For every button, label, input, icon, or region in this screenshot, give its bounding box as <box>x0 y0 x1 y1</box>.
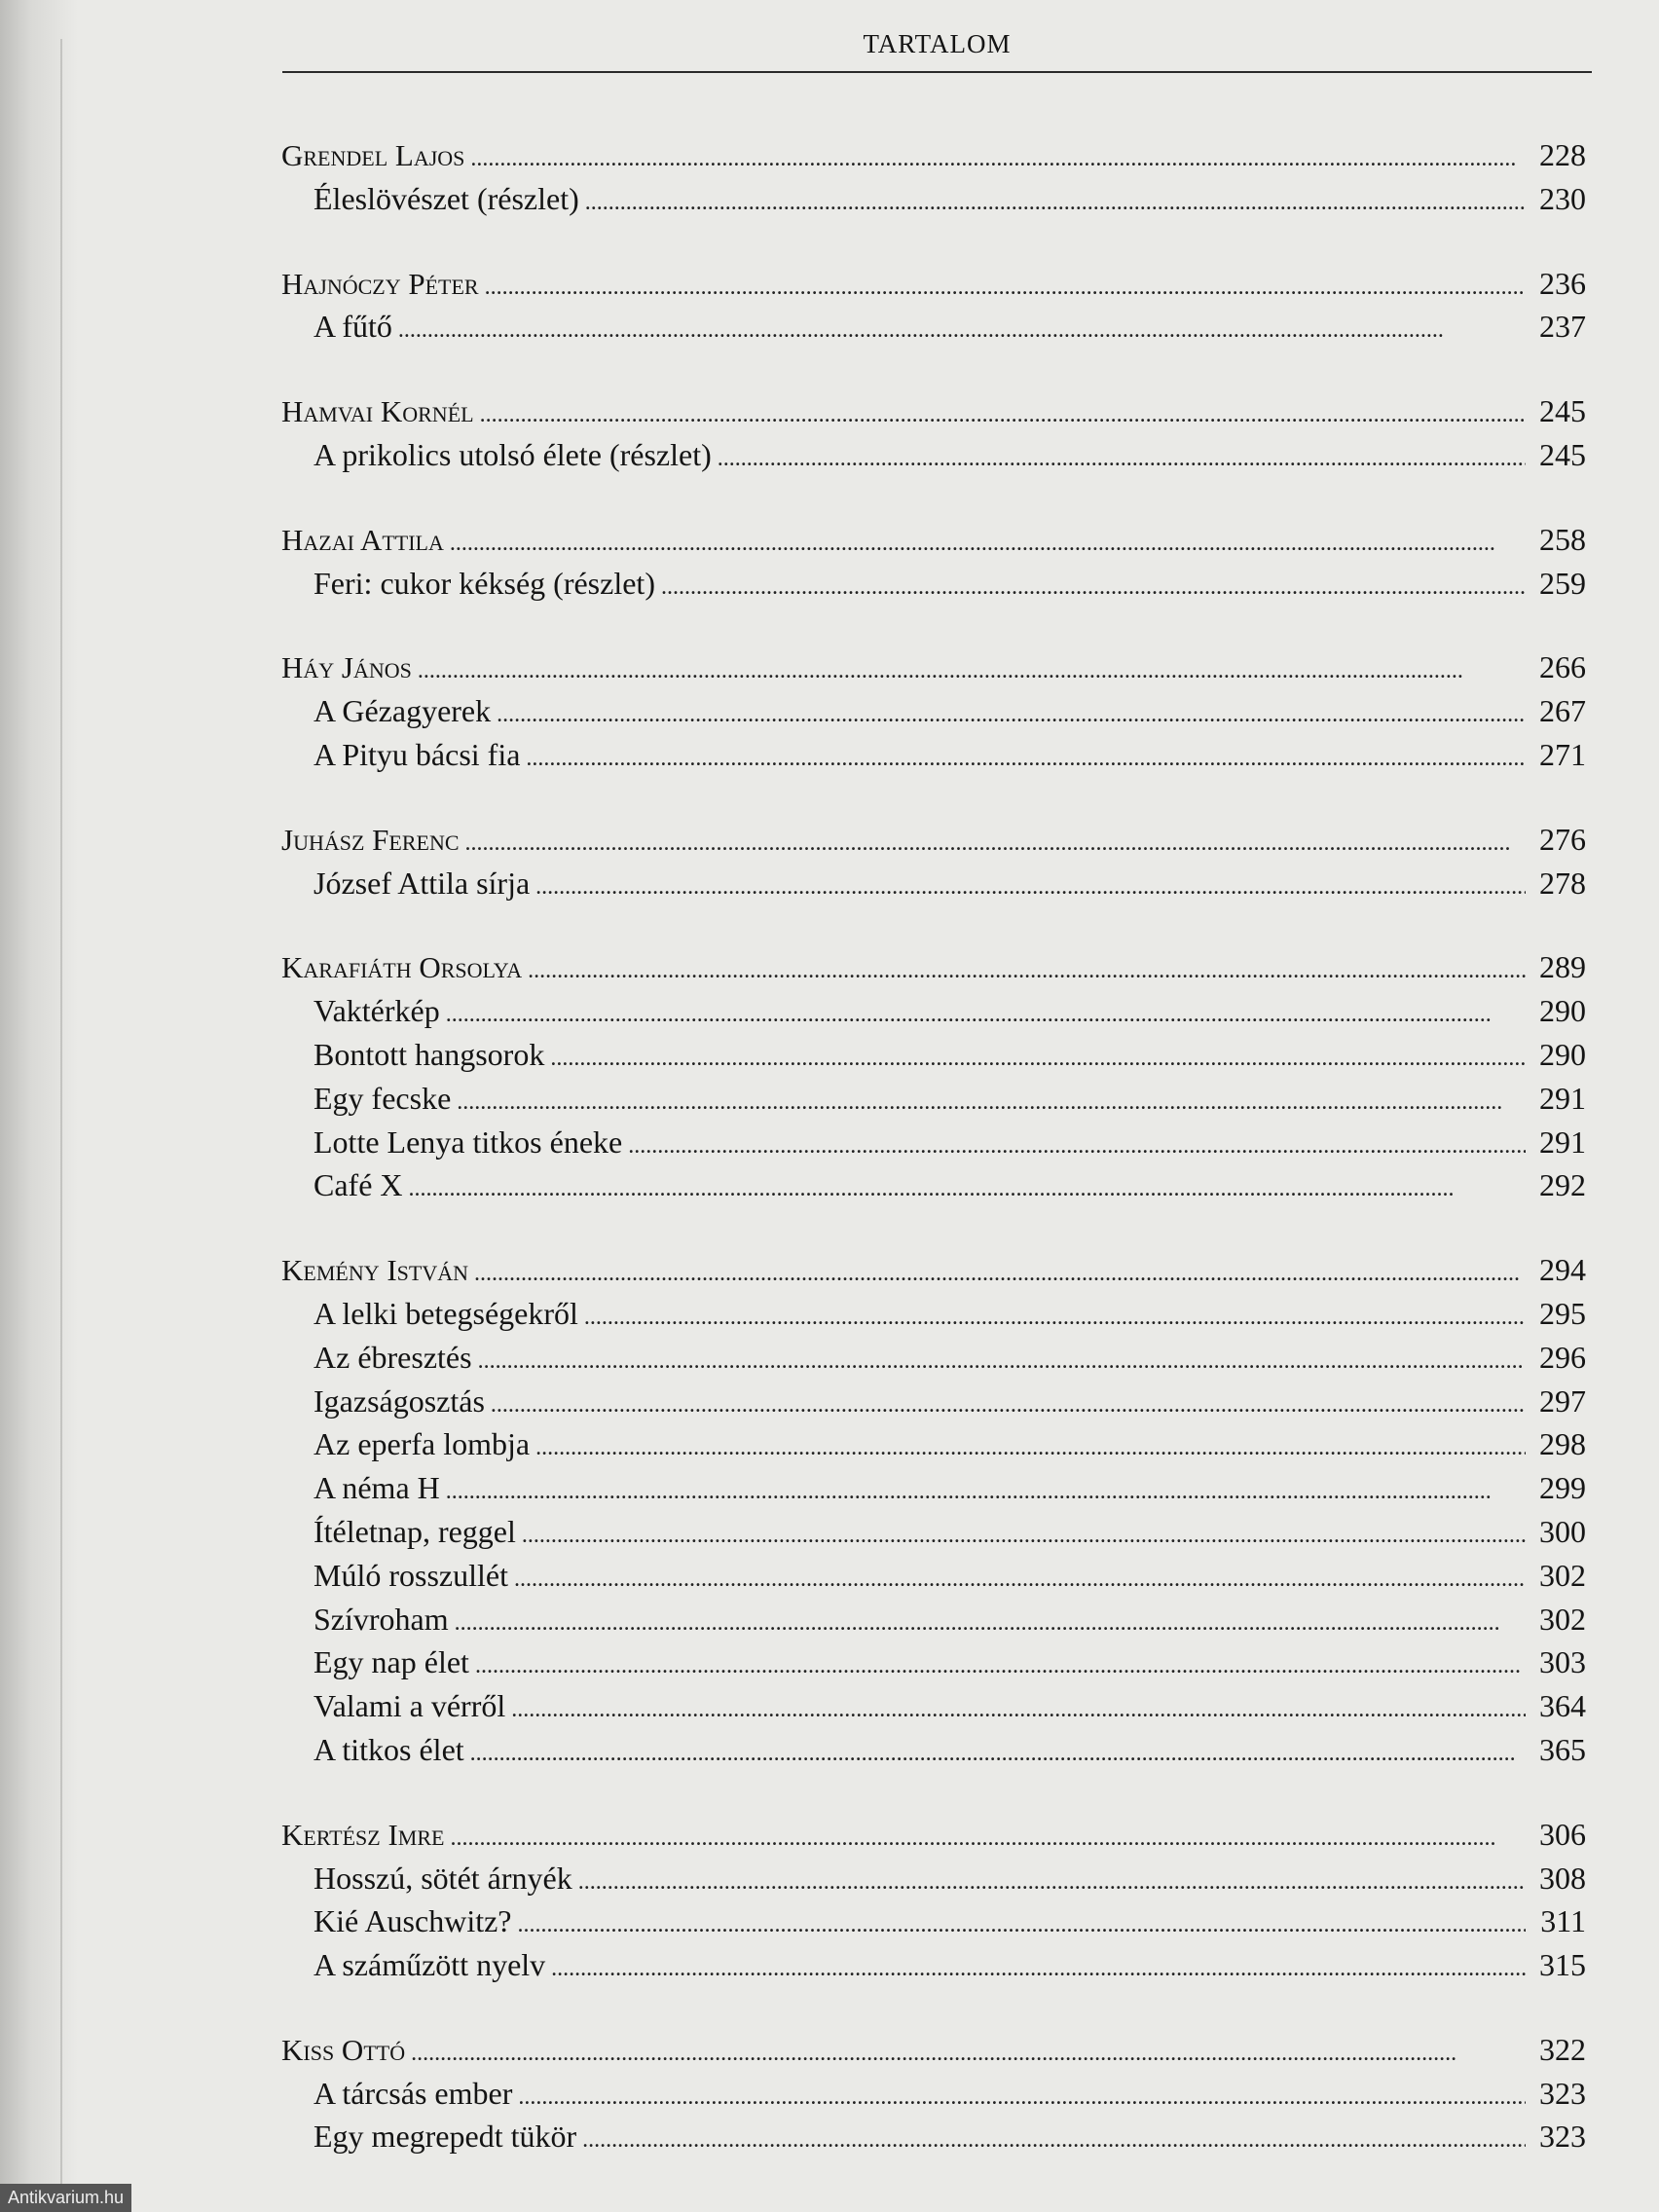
toc-author-entry-page-number: 306 <box>1539 1816 1586 1852</box>
toc-author-entry-page-number: 245 <box>1539 393 1586 429</box>
toc-work-entry <box>281 1163 1586 1207</box>
toc-work-entry-page-number: 365 <box>1539 1731 1586 1767</box>
toc-work-entry-page-number: 292 <box>1539 1167 1586 1203</box>
toc-author-group <box>281 389 1586 477</box>
toc-author-entry <box>281 645 1586 689</box>
toc-author-entry-page-number: 276 <box>1539 821 1586 857</box>
toc-author-entry-label: Hamvai Kornél <box>281 394 474 429</box>
page-edge <box>60 39 62 2212</box>
dot-leader <box>478 1340 1526 1383</box>
page-title: TARTALOM <box>863 29 1012 58</box>
toc-author-entry-page-number: 258 <box>1539 521 1586 557</box>
toc-author-entry-label: Kertész Imre <box>281 1817 445 1852</box>
dot-leader <box>528 949 1526 993</box>
toc-work-entry-label: A titkos élet <box>313 1731 464 1767</box>
toc-work-entry-page-number: 271 <box>1539 736 1586 772</box>
toc-work-entry-label: A Gézagyerek <box>313 693 492 729</box>
dot-leader <box>465 822 1526 866</box>
toc-work-entry-label: Lotte Lenya titkos éneke <box>313 1124 623 1160</box>
toc-author-entry-label: Hazai Attila <box>281 522 444 557</box>
toc-author-group <box>281 1248 1586 1772</box>
toc-work-entry <box>281 862 1586 905</box>
toc-work-entry-page-number: 298 <box>1539 1426 1586 1462</box>
table-of-contents <box>281 133 1586 2199</box>
toc-work-entry <box>281 1466 1586 1510</box>
toc-work-entry-page-number: 290 <box>1539 1036 1586 1072</box>
toc-work-entry <box>281 1899 1586 1943</box>
dot-leader <box>446 1470 1526 1514</box>
dot-leader <box>522 1514 1526 1558</box>
dot-leader <box>514 1558 1526 1602</box>
dot-leader <box>518 2076 1526 2120</box>
toc-work-entry <box>281 562 1586 606</box>
toc-author-entry-page-number: 294 <box>1539 1252 1586 1288</box>
toc-work-entry-label: A prikolics utolsó élete (részlet) <box>313 436 712 472</box>
toc-work-entry-label: Feri: cukor kékség (részlet) <box>313 565 655 601</box>
toc-work-entry <box>281 989 1586 1033</box>
toc-work-entry <box>281 2072 1586 2116</box>
toc-work-entry <box>281 1077 1586 1121</box>
toc-work-entry-label: Hosszú, sötét árnyék <box>313 1860 572 1896</box>
toc-author-entry <box>281 1813 1586 1857</box>
dot-leader <box>450 1817 1526 1861</box>
toc-author-entry <box>281 945 1586 989</box>
toc-work-entry-page-number: 302 <box>1539 1601 1586 1637</box>
toc-work-entry <box>281 1641 1586 1684</box>
toc-work-entry-label: József Attila sírja <box>313 865 531 901</box>
dot-leader <box>661 566 1526 609</box>
toc-work-entry-label: Igazságosztás <box>313 1382 485 1419</box>
dot-leader <box>474 1252 1526 1296</box>
toc-author-entry-label: Kemény István <box>281 1253 469 1288</box>
dot-leader <box>585 181 1526 225</box>
toc-author-entry <box>281 389 1586 433</box>
toc-work-entry-label: A Pityu bácsi fia <box>313 736 521 772</box>
toc-work-entry-label: Múló rosszullét <box>313 1557 508 1593</box>
toc-author-entry-label: Háy János <box>281 650 412 685</box>
toc-author-entry-page-number: 236 <box>1539 265 1586 301</box>
toc-work-entry-label: Bontott hangsorok <box>313 1036 545 1072</box>
toc-work-entry <box>281 1292 1586 1336</box>
toc-work-entry <box>281 177 1586 221</box>
toc-work-entry-page-number: 300 <box>1539 1513 1586 1549</box>
toc-author-entry <box>281 133 1586 177</box>
dot-leader <box>446 993 1526 1037</box>
toc-work-entry-label: A néma H <box>313 1470 440 1506</box>
toc-author-entry-page-number: 322 <box>1539 2031 1586 2067</box>
toc-work-entry-page-number: 278 <box>1539 865 1586 901</box>
dot-leader <box>409 1167 1526 1211</box>
toc-author-entry-label: Hajnóczy Péter <box>281 266 479 301</box>
toc-work-entry-page-number: 308 <box>1539 1860 1586 1896</box>
toc-work-entry-label: A tárcsás ember <box>313 2075 513 2111</box>
toc-work-entry <box>281 1554 1586 1598</box>
dot-leader <box>526 737 1526 781</box>
toc-author-entry-label: Karafiáth Orsolya <box>281 950 523 985</box>
toc-author-group <box>281 1813 1586 1987</box>
toc-work-entry-label: Ítéletnap, reggel <box>313 1513 516 1549</box>
toc-work-entry-label: Vaktérkép <box>313 993 440 1029</box>
toc-work-entry <box>281 1943 1586 1987</box>
toc-work-entry <box>281 305 1586 349</box>
toc-work-entry-page-number: 267 <box>1539 693 1586 729</box>
dot-leader <box>578 1861 1526 1904</box>
toc-work-entry-label: Valami a vérről <box>313 1688 506 1724</box>
dot-leader <box>511 1688 1526 1732</box>
toc-work-entry-label: Kié Auschwitz? <box>313 1903 512 1939</box>
toc-work-entry <box>281 1033 1586 1077</box>
dot-leader <box>470 1732 1526 1776</box>
toc-work-entry <box>281 1422 1586 1466</box>
toc-author-group <box>281 645 1586 776</box>
dot-leader <box>584 1296 1526 1340</box>
toc-work-entry-page-number: 296 <box>1539 1339 1586 1375</box>
dot-leader <box>497 693 1526 737</box>
toc-author-group <box>281 133 1586 221</box>
toc-work-entry-label: Az eperfa lombja <box>313 1426 531 1462</box>
dot-leader <box>398 309 1526 352</box>
toc-author-entry <box>281 2028 1586 2072</box>
dot-leader <box>628 1124 1526 1168</box>
toc-work-entry-page-number: 291 <box>1539 1080 1586 1116</box>
toc-work-entry-page-number: 323 <box>1539 2119 1586 2155</box>
toc-author-entry-label: Kiss Ottó <box>281 2032 406 2067</box>
toc-work-entry-page-number: 303 <box>1539 1644 1586 1680</box>
toc-work-entry-label: Egy nap élet <box>313 1644 469 1680</box>
toc-work-entry <box>281 1121 1586 1164</box>
toc-work-entry <box>281 1598 1586 1641</box>
toc-work-entry-page-number: 302 <box>1539 1557 1586 1593</box>
toc-work-entry-page-number: 230 <box>1539 180 1586 216</box>
toc-work-entry <box>281 1336 1586 1380</box>
toc-work-entry <box>281 1684 1586 1728</box>
toc-author-group <box>281 2028 1586 2158</box>
dot-leader <box>518 1903 1527 1947</box>
toc-work-entry-page-number: 297 <box>1539 1382 1586 1419</box>
toc-author-entry-label: Grendel Lajos <box>281 138 465 172</box>
toc-author-entry-page-number: 228 <box>1539 137 1586 172</box>
toc-work-entry-page-number: 315 <box>1539 1947 1586 1983</box>
toc-work-entry <box>281 733 1586 777</box>
dot-leader <box>418 649 1526 693</box>
toc-work-entry <box>281 2115 1586 2158</box>
dot-leader <box>480 393 1526 437</box>
toc-work-entry <box>281 1857 1586 1900</box>
page-binding-shadow <box>0 0 78 2212</box>
toc-author-entry <box>281 1248 1586 1292</box>
toc-work-entry-page-number: 237 <box>1539 309 1586 345</box>
toc-author-entry-page-number: 289 <box>1539 949 1586 985</box>
toc-author-group <box>281 518 1586 606</box>
dot-leader <box>485 266 1526 310</box>
toc-work-entry-label: Egy megrepedt tükör <box>313 2119 577 2155</box>
toc-work-entry <box>281 1510 1586 1554</box>
header-rule <box>282 71 1592 73</box>
toc-work-entry-label: Café X <box>313 1167 403 1203</box>
toc-author-group <box>281 945 1586 1207</box>
dot-leader <box>475 1644 1526 1688</box>
toc-work-entry-label: A lelki betegségekről <box>313 1295 578 1331</box>
toc-work-entry-label: Egy fecske <box>313 1080 452 1116</box>
toc-author-group <box>281 818 1586 905</box>
toc-work-entry-label: Szívroham <box>313 1601 449 1637</box>
toc-author-entry <box>281 262 1586 306</box>
dot-leader <box>535 866 1526 909</box>
dot-leader <box>718 437 1526 481</box>
toc-work-entry <box>281 689 1586 733</box>
dot-leader <box>582 2119 1526 2162</box>
toc-work-entry-page-number: 323 <box>1539 2075 1586 2111</box>
toc-work-entry <box>281 433 1586 477</box>
dot-leader <box>450 522 1526 566</box>
toc-work-entry-page-number: 259 <box>1539 565 1586 601</box>
dot-leader <box>535 1426 1526 1470</box>
dot-leader <box>455 1602 1526 1645</box>
dot-leader <box>550 1037 1526 1081</box>
toc-work-entry <box>281 1728 1586 1772</box>
toc-author-entry <box>281 518 1586 562</box>
toc-work-entry-page-number: 245 <box>1539 436 1586 472</box>
dot-leader <box>470 137 1526 181</box>
toc-work-entry-label: A fűtő <box>313 309 392 345</box>
toc-work-entry-label: Éleslövészet (részlet) <box>313 180 579 216</box>
toc-work-entry <box>281 1380 1586 1423</box>
dot-leader <box>491 1383 1526 1427</box>
toc-work-entry-label: A száműzött nyelv <box>313 1947 546 1983</box>
watermark: Antikvarium.hu <box>0 2184 131 2212</box>
toc-work-entry-page-number: 299 <box>1539 1470 1586 1506</box>
toc-work-entry-label: Az ébresztés <box>313 1339 472 1375</box>
toc-author-group <box>281 262 1586 350</box>
toc-work-entry-page-number: 311 <box>1540 1903 1586 1939</box>
toc-author-entry <box>281 818 1586 862</box>
toc-work-entry-page-number: 290 <box>1539 993 1586 1029</box>
dot-leader <box>457 1081 1526 1124</box>
toc-author-entry-label: Juhász Ferenc <box>281 822 460 857</box>
toc-work-entry-page-number: 291 <box>1539 1124 1586 1160</box>
dot-leader <box>411 2032 1526 2076</box>
toc-work-entry-page-number: 295 <box>1539 1295 1586 1331</box>
toc-work-entry-page-number: 364 <box>1539 1688 1586 1724</box>
dot-leader <box>551 1947 1526 1991</box>
toc-author-entry-page-number: 266 <box>1539 649 1586 685</box>
